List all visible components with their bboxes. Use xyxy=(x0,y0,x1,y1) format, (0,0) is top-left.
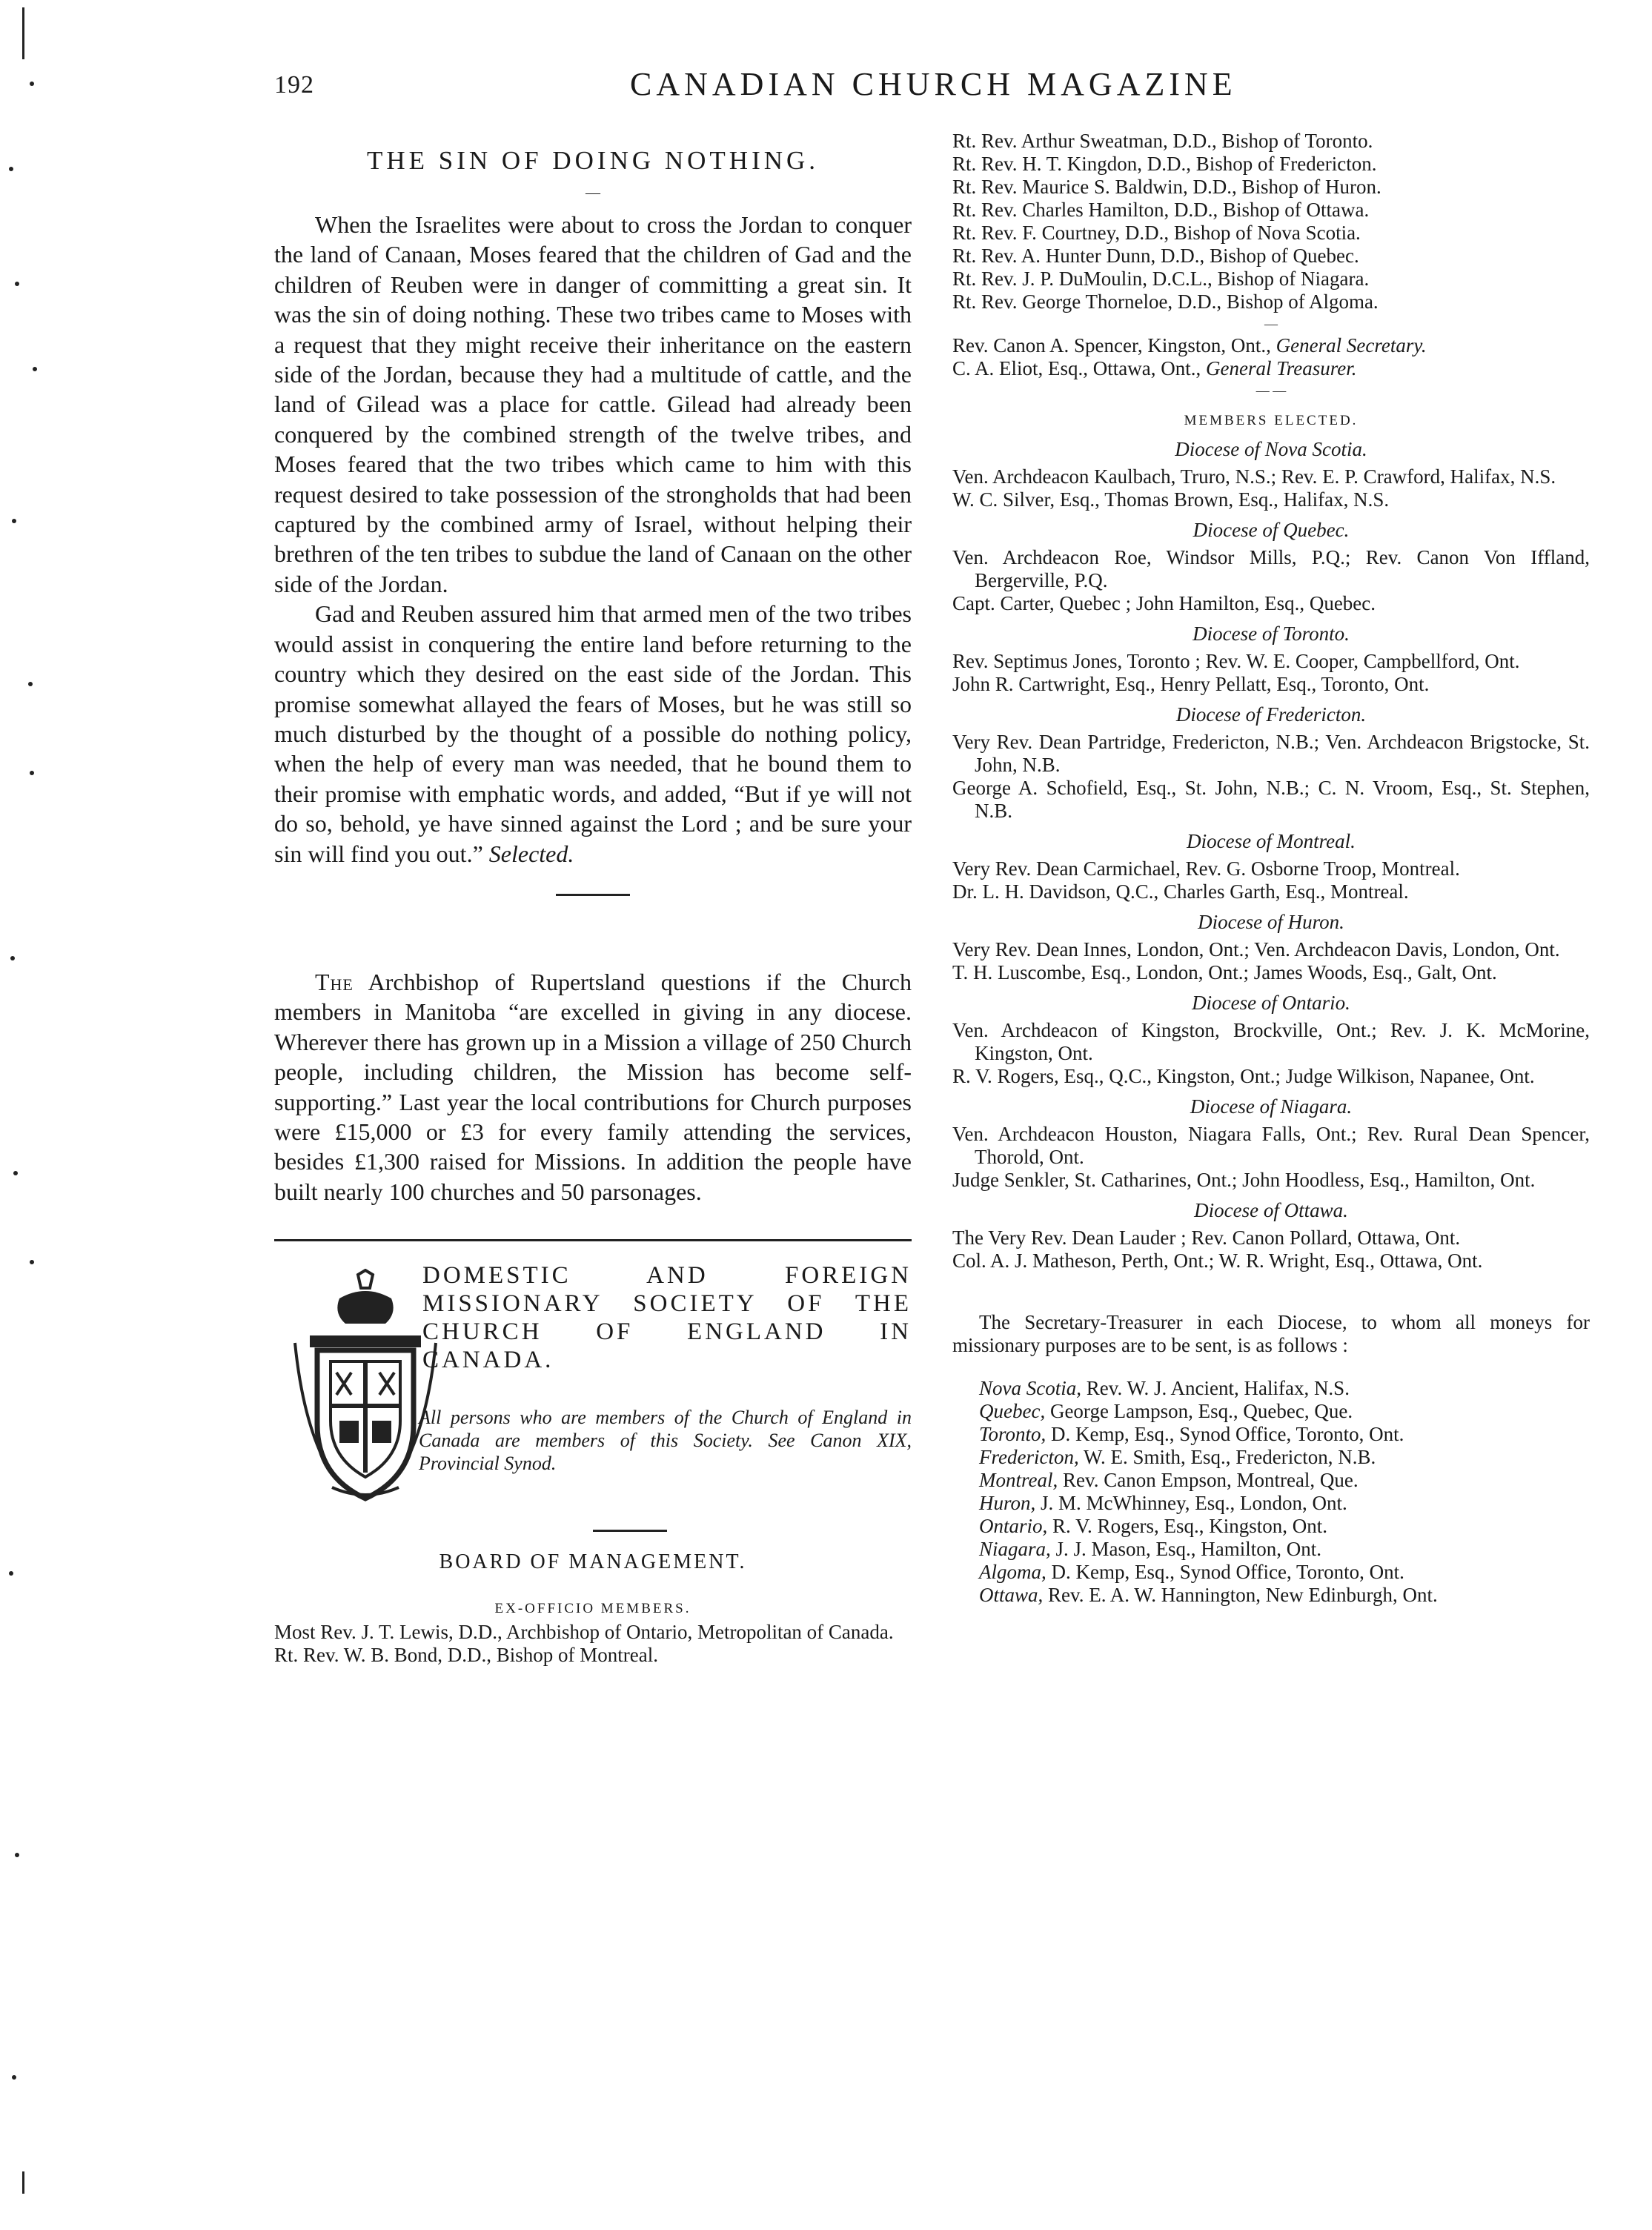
member-entry: Judge Senkler, St. Catharines, Ont.; John Hoodless, Esq., Hamilton, Ont. xyxy=(952,1169,1536,1191)
diocese-prefix: Diocese of xyxy=(1192,623,1278,645)
member-entry: Rt. Rev. H. T. Kingdon, D.D., Bishop of Fredericton. xyxy=(952,153,1377,175)
member-entry: Rt. Rev. F. Courtney, D.D., Bishop of Nova Scotia. xyxy=(952,222,1361,244)
diocese-name: Fredericton, xyxy=(979,1446,1079,1468)
diocese-name: Montreal, xyxy=(979,1469,1058,1491)
member-entry: John R. Cartwright, Esq., Henry Pellatt, Esq., Toronto, Ont. xyxy=(952,673,1430,695)
members-elected-heading: MEMBERS ELECTED. xyxy=(1184,413,1359,428)
list-dash: — — xyxy=(1255,383,1287,398)
secretary-treasurer-list xyxy=(952,1377,1590,1607)
diocese-prefix: Diocese of xyxy=(1198,911,1283,933)
scan-speck xyxy=(12,519,16,523)
secretary-treasurer-entry xyxy=(952,1446,1590,1469)
diocese-section xyxy=(952,1095,1590,1192)
officer-name: C. A. Eliot, Esq., Ottawa, Ont., xyxy=(952,357,1201,379)
secretary-treasurer-entry xyxy=(952,1492,1590,1515)
diocese-name: Huron, xyxy=(979,1492,1036,1514)
scan-speck xyxy=(13,1171,18,1175)
diocese-heading xyxy=(952,1199,1590,1222)
exofficio-heading: EX-OFFICIO MEMBERS. xyxy=(494,1601,691,1617)
diocese-name: Nova Scotia, xyxy=(979,1377,1081,1399)
member-entry: Rt. Rev. George Thorneloe, D.D., Bishop of Algoma. xyxy=(952,291,1379,313)
general-treasurer-entry xyxy=(952,357,1590,380)
member-entry: The Very Rev. Dean Lauder ; Rev. Canon Pollard, Ottawa, Ont. xyxy=(952,1227,1461,1249)
diocese-name: Toronto. xyxy=(1282,623,1350,645)
article-paragraph: Gad and Reuben assured him that armed men of the two tribes would assist in conquering the entire land before returning to the country which they desired on the east side of the Jordan. This promise somewhat allayed the fears of Moses, but he was still so much disturbed by the thought of a possible do nothing policy, when the help of every man was needed, that he bound them to their promise with emphatic words, and added, “But if ye will not do so, behold, ye have sinned against the Lord ; and be sure your sin will find you out.” xyxy=(274,600,912,867)
scan-speck xyxy=(15,282,19,286)
entry-text: R. V. Rogers, Esq., Kingston, Ont. xyxy=(1052,1515,1328,1537)
entry-text: D. Kemp, Esq., Synod Office, Toronto, Ont. xyxy=(1051,1561,1404,1583)
member-entry: W. C. Silver, Esq., Thomas Brown, Esq., Halifax, N.S. xyxy=(952,488,1390,511)
diocese-heading xyxy=(952,1095,1590,1118)
scan-speck xyxy=(30,1260,34,1264)
diocese-name: Niagara. xyxy=(1280,1095,1353,1118)
diocese-section xyxy=(952,992,1590,1088)
society-membership-note: All persons who are members of the Church of England in Canada are members of this Society. See Canon XIX, Provincial Synod. xyxy=(419,1407,912,1475)
exofficio-list-continued xyxy=(952,130,1590,313)
entry-text: Rev. Canon Empson, Montreal, Que. xyxy=(1062,1469,1359,1491)
member-entry: George A. Schofield, Esq., St. John, N.B.; C. N. Vroom, Esq., St. Stephen, N.B. xyxy=(952,777,1590,822)
member-entry: Rt. Rev. Charles Hamilton, D.D., Bishop of Ottawa. xyxy=(952,199,1370,221)
entry-text: J. M. McWhinney, Esq., London, Ont. xyxy=(1041,1492,1347,1514)
secretary-treasurer-entry xyxy=(952,1561,1590,1584)
article-text: Archbishop of Rupertsland questions if the Church members in Manitoba “are excelled in giving in any diocese. Wherever there has grown up in a Mission a village of 250 Church people, including children, the Mission has become self-supporting.” Last year the local contributions for Church purposes were £15,000 or £3 for every family attending the services, besides £1,300 raised for Missions. In addition the people have built nearly 100 churches and 50 parsonages. xyxy=(274,968,912,1205)
member-entry: Rt. Rev. Arthur Sweatman, D.D., Bishop of Toronto. xyxy=(952,130,1373,152)
scanned-binding-edge xyxy=(0,0,67,2230)
diocese-name: Ottawa. xyxy=(1284,1199,1348,1221)
diocese-name: Quebec, xyxy=(979,1400,1046,1422)
diocese-heading xyxy=(952,623,1590,646)
diocese-section xyxy=(952,911,1590,984)
diocese-name: Fredericton. xyxy=(1266,703,1367,726)
article-signature: Selected. xyxy=(488,840,574,867)
member-entry: Ven. Archdeacon of Kingston, Brockville, Ont.; Rev. J. K. McMorine, Kingston, Ont. xyxy=(952,1019,1590,1064)
scan-speck xyxy=(9,1571,13,1576)
diocese-heading xyxy=(952,438,1590,461)
article-rupertsland xyxy=(274,967,912,1207)
entry-text: D. Kemp, Esq., Synod Office, Toronto, Ont. xyxy=(1051,1423,1404,1445)
secretary-treasurer-entry xyxy=(952,1377,1590,1400)
entry-text: Rev. W. J. Ancient, Halifax, N.S. xyxy=(1086,1377,1350,1399)
member-entry: Rev. Septimus Jones, Toronto ; Rev. W. E. Cooper, Campbellford, Ont. xyxy=(952,650,1520,672)
list-dash: — xyxy=(1264,316,1278,331)
entry-text: Rev. E. A. W. Hannington, New Edinburgh, Ont. xyxy=(1048,1584,1438,1606)
article-sin-of-doing-nothing xyxy=(274,146,912,869)
diocese-prefix: Diocese of xyxy=(1192,992,1277,1014)
page-number: 192 xyxy=(274,71,314,99)
diocese-prefix: Diocese of xyxy=(1175,438,1260,460)
member-entry: Ven. Archdeacon Houston, Niagara Falls, Ont.; Rev. Rural Dean Spencer, Thorold, Ont. xyxy=(952,1123,1590,1168)
member-entry: Rt. Rev. Maurice S. Baldwin, D.D., Bishop of Huron. xyxy=(952,176,1381,198)
secretary-treasurer-entry xyxy=(952,1400,1590,1423)
left-column xyxy=(274,130,912,1684)
diocese-prefix: Diocese of xyxy=(1194,1199,1279,1221)
section-divider xyxy=(556,894,630,896)
exofficio-list xyxy=(274,1621,912,1667)
running-head xyxy=(274,65,1593,110)
right-column xyxy=(952,130,1590,1607)
diocese-name: Montreal. xyxy=(1276,830,1356,852)
secretary-treasurer-entry xyxy=(952,1423,1590,1446)
entry-text: J. J. Mason, Esq., Hamilton, Ont. xyxy=(1055,1538,1322,1560)
member-entry: Very Rev. Dean Carmichael, Rev. G. Osborne Troop, Montreal. xyxy=(952,857,1460,880)
diocese-section xyxy=(952,830,1590,903)
scan-speck xyxy=(28,682,33,686)
diocese-name: Ontario. xyxy=(1281,992,1350,1014)
board-heading: BOARD OF MANAGEMENT. xyxy=(439,1550,747,1574)
diocese-name: Toronto, xyxy=(979,1423,1046,1445)
diocese-section xyxy=(952,519,1590,615)
diocese-prefix: Diocese of xyxy=(1187,830,1272,852)
society-title: DOMESTIC AND FOREIGN MISSIONARY SOCIETY OF THE CHURCH OF ENGLAND IN CANADA. xyxy=(422,1262,912,1374)
diocese-prefix: Diocese of xyxy=(1192,519,1278,541)
member-entry: Ven. Archdeacon Roe, Windsor Mills, P.Q.; Rev. Canon Von Iffland, Bergerville, P.Q. xyxy=(952,546,1590,591)
member-entry: T. H. Luscombe, Esq., London, Ont.; James Woods, Esq., Galt, Ont. xyxy=(952,961,1497,983)
binding-rule xyxy=(22,7,24,59)
section-divider xyxy=(593,1530,667,1532)
diocese-heading xyxy=(952,519,1590,542)
member-entry: Most Rev. J. T. Lewis, D.D., Archbishop of Ontario, Metropolitan of Canada. xyxy=(274,1621,894,1644)
section-divider xyxy=(274,1239,912,1241)
member-entry: Rt. Rev. A. Hunter Dunn, D.D., Bishop of Quebec. xyxy=(952,245,1359,267)
diocese-prefix: Diocese of xyxy=(1175,703,1261,726)
entry-text: W. E. Smith, Esq., Fredericton, N.B. xyxy=(1083,1446,1376,1468)
title-dash: — xyxy=(586,185,600,201)
diocese-name: Ottawa, xyxy=(979,1584,1044,1606)
diocese-name: Quebec. xyxy=(1283,519,1350,541)
entry-text: George Lampson, Esq., Quebec, Que. xyxy=(1049,1400,1353,1422)
scan-speck xyxy=(12,2075,16,2080)
article-paragraph-with-signature xyxy=(274,599,912,869)
diocese-name: Niagara, xyxy=(979,1538,1051,1560)
diocese-heading xyxy=(952,992,1590,1015)
article-paragraph: When the Israelites were about to cross the Jordan to conquer the land of Canaan, Moses feared that the children of Gad and the children of Reuben were in danger of committing a great sin. It was the sin of doing nothing. These two tribes came to Moses with a request that they might receive their inheritance on the eastern side of the Jordan, because they had a multitude of cattle, and the land of Gilead was a place for cattle. Gilead had already been conquered by the combined strength of the twelve tribes, and Moses feared that the two tribes which came to him with this request desired to take possession of the strongholds that had been captured by the combined army of Israel, without helping their brethren of the ten tribes to subdue the land of Canaan on the other side of the Jordan. xyxy=(274,211,912,597)
diocese-heading xyxy=(952,911,1590,934)
member-entry: Capt. Carter, Quebec ; John Hamilton, Esq., Quebec. xyxy=(952,592,1376,614)
diocese-heading xyxy=(952,830,1590,853)
member-entry: Col. A. J. Matheson, Perth, Ont.; W. R. Wright, Esq., Ottawa, Ont. xyxy=(952,1250,1483,1272)
diocese-section xyxy=(952,438,1590,511)
missionary-society-block xyxy=(274,1239,912,1684)
binding-rule xyxy=(22,2171,24,2194)
scan-speck xyxy=(30,771,34,775)
scan-speck xyxy=(9,167,13,171)
general-secretary-entry xyxy=(952,334,1590,357)
member-entry: Dr. L. H. Davidson, Q.C., Charles Garth, Esq., Montreal. xyxy=(952,880,1409,903)
secretary-treasurer-entry xyxy=(952,1538,1590,1561)
article-title: THE SIN OF DOING NOTHING. xyxy=(366,146,820,175)
diocese-prefix: Diocese of xyxy=(1190,1095,1276,1118)
diocese-section xyxy=(952,703,1590,823)
officer-title: General Treasurer. xyxy=(1205,357,1357,379)
member-entry: Rt. Rev. W. B. Bond, D.D., Bishop of Montreal. xyxy=(274,1644,659,1667)
scan-speck xyxy=(10,956,15,960)
secretary-treasurer-entry xyxy=(952,1469,1590,1492)
scan-speck xyxy=(33,367,37,371)
officer-name: Rev. Canon A. Spencer, Kingston, Ont., xyxy=(952,334,1271,356)
lead-caps: The xyxy=(315,968,354,995)
member-entry: Very Rev. Dean Innes, London, Ont.; Ven. Archdeacon Davis, London, Ont. xyxy=(952,938,1560,960)
member-entry: Rt. Rev. J. P. DuMoulin, D.C.L., Bishop of Niagara. xyxy=(952,268,1370,290)
diocese-name: Huron. xyxy=(1287,911,1344,933)
article-paragraph xyxy=(274,967,912,1207)
officer-title: General Secretary. xyxy=(1276,334,1427,356)
diocese-name: Nova Scotia. xyxy=(1264,438,1367,460)
secretary-treasurer-intro: The Secretary-Treasurer in each Diocese, to whom all moneys for missionary purposes are to be sent, is as follows : xyxy=(952,1311,1590,1356)
scan-speck xyxy=(30,82,34,86)
diocese-section xyxy=(952,1199,1590,1272)
member-entry: Very Rev. Dean Partridge, Fredericton, N.B.; Ven. Archdeacon Brigstocke, St. John, N.B. xyxy=(952,731,1590,776)
diocese-name: Algoma, xyxy=(979,1561,1046,1583)
diocese-heading xyxy=(952,703,1590,726)
secretary-treasurer-entry xyxy=(952,1584,1590,1607)
journal-title: CANADIAN CHURCH MAGAZINE xyxy=(630,66,1237,102)
scan-speck xyxy=(15,1853,19,1857)
diocese-section xyxy=(952,623,1590,696)
secretary-treasurer-entry xyxy=(952,1515,1590,1538)
diocese-name: Ontario, xyxy=(979,1515,1048,1537)
member-entry: R. V. Rogers, Esq., Q.C., Kingston, Ont.; Judge Wilkison, Napanee, Ont. xyxy=(952,1065,1535,1087)
member-entry: Ven. Archdeacon Kaulbach, Truro, N.S.; Rev. E. P. Crawford, Halifax, N.S. xyxy=(952,465,1556,488)
